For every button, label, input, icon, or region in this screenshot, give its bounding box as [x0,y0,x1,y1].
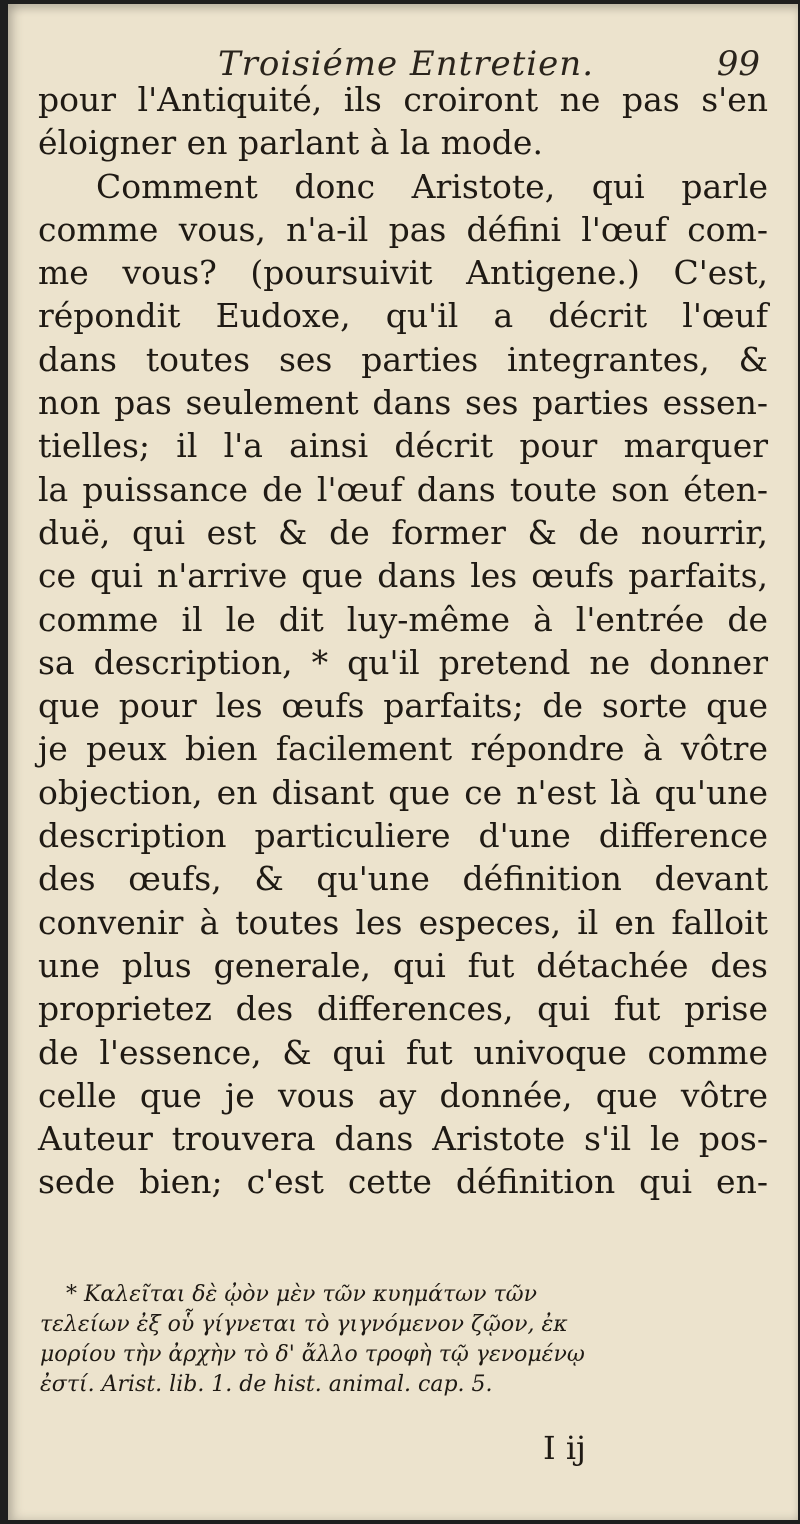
text-line: tielles; il l'a ainsi décrit pour marquer [38,426,768,466]
text-line: convenir à toutes les especes, il en falloit [38,902,768,942]
footnote-line: ἐστί. Arist. lib. 1. de hist. animal. cap. 5. [40,1372,493,1397]
text-line: je peux bien facilement répondre à vôtre [38,729,768,769]
page-number: 99 [716,44,760,84]
text-line: que pour les œufs parfaits; de sorte que [38,686,768,726]
text-line: pour l'Antiquité, ils croiront ne pas s'en [38,80,768,119]
text-line: sede bien; c'est cette définition qui en- [38,1162,768,1202]
text-line: éloigner en parlant à la mode. [38,123,543,163]
text-line: dans toutes ses parties integrantes, & [38,339,768,379]
text-line: Auteur trouvera dans Aristote s'il le pos- [38,1119,768,1159]
text-line: description particuliere d'une difference [38,816,768,856]
text-line: Comment donc Aristote, qui parle [96,166,768,206]
footnote-line: τελείων ἐξ οὗ γίγνεται τὸ γιγνόμενον ζῷον, ἐκ [40,1312,568,1337]
text-line: répondit Eudoxe, qu'il a décrit l'œuf [38,296,768,336]
running-title: Troisiéme Entretien. [218,44,595,84]
text-line: de l'essence, & qui fut univoque comme [38,1032,768,1072]
book-page [8,4,798,1520]
text-line: non pas seulement dans ses parties essen- [38,383,768,423]
body-text [38,78,768,1204]
signature-mark: I ij [543,1429,586,1467]
text-line: ce qui n'arrive que dans les œufs parfaits, [38,556,768,596]
text-line: la puissance de l'œuf dans toute son éten- [38,469,768,509]
text-line: comme il le dit luy-même à l'entrée de [38,599,768,639]
text-line: une plus generale, qui fut détachée des [38,945,768,985]
text-line: celle que je vous ay donnée, que vôtre [38,1075,768,1115]
text-line: objection, en disant que ce n'est là qu'une [38,772,768,812]
text-line: des œufs, & qu'une définition devant [38,859,768,899]
footnote [40,1280,770,1400]
text-line: duë, qui est & de former & de nourrir, [38,512,768,552]
text-line: sa description, * qu'il pretend ne donner [38,642,768,682]
text-line: comme vous, n'a-il pas défini l'œuf com- [38,209,768,249]
footnote-line: * Καλεῖται δὲ ᾠὸν μὲν τῶν κυημάτων τῶν [66,1282,537,1307]
footnote-line: μορίου τὴν ἀρχὴν τὸ δ' ἄλλο τροφὴ τῷ γενομένῳ [40,1342,585,1367]
text-line: me vous? (poursuivit Antigene.) C'est, [38,253,768,293]
text-line: proprietez des differences, qui fut prise [38,989,768,1029]
